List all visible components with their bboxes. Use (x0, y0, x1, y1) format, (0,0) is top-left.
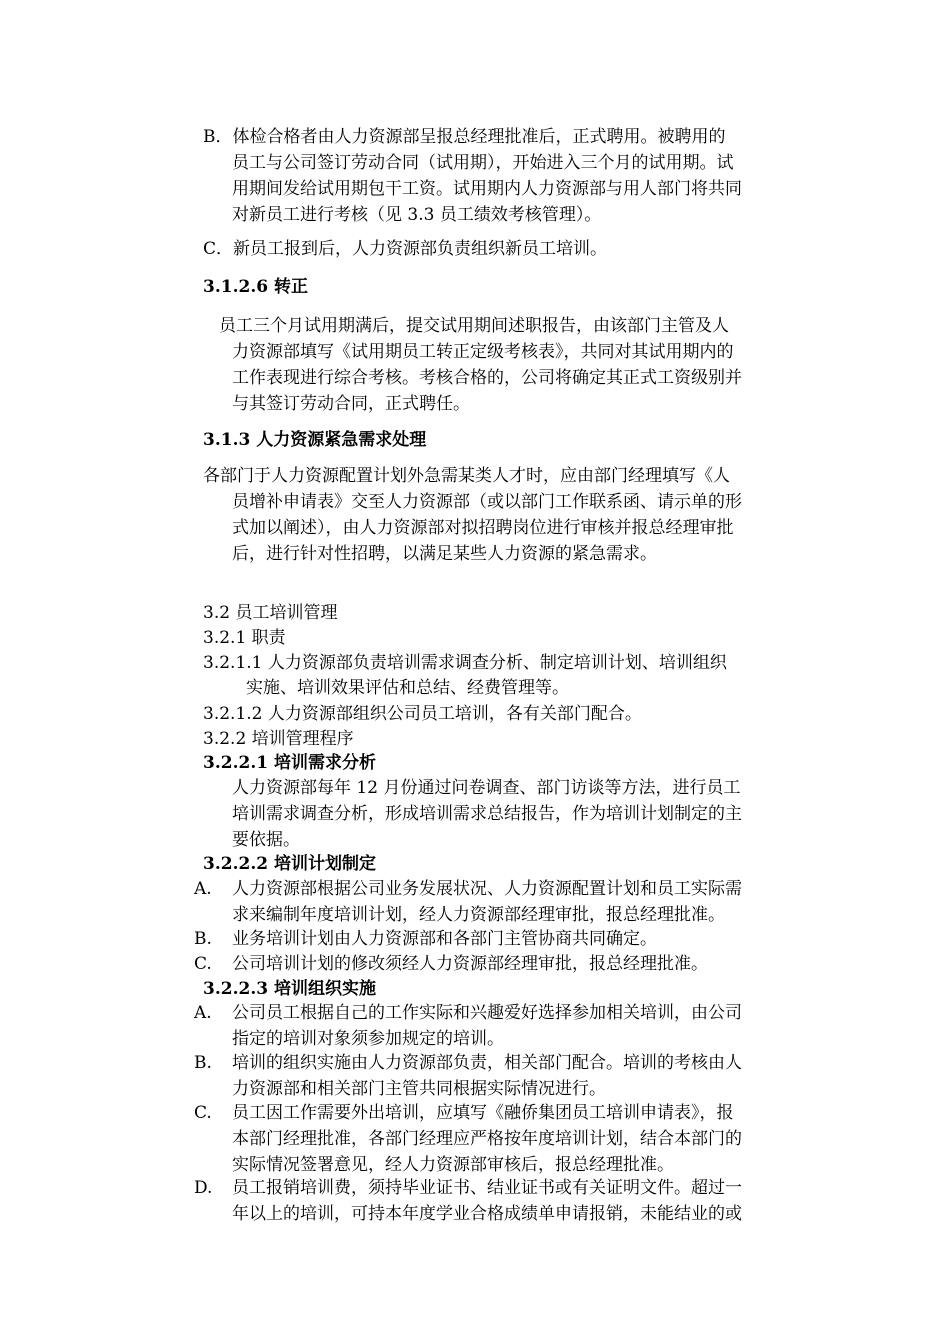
text-line: 员工因工作需要外出培训，应填写《融侨集团员工培训申请表》，报 (232, 1103, 734, 1123)
list-marker: B. (194, 1053, 212, 1073)
list-marker: A. (194, 1003, 212, 1023)
section-heading: 3.2.1 职责 (203, 628, 286, 648)
list-item-b (203, 124, 726, 150)
section-heading: 3.2.2.1 培训需求分析 (203, 753, 376, 773)
text-line: 员工三个月试用期满后，提交试用期间述职报告，由该部门主管及人 (219, 316, 729, 336)
text-line: 式加以阐述），由人力资源部对拟招聘岗位进行审核并报总经理审批 (232, 518, 734, 538)
text-line: 体检合格者由人力资源部呈报总经理批准后，正式聘用。被聘用的 (232, 127, 726, 147)
list-marker: C． (203, 239, 234, 259)
text-line: 求来编制年度培训计划，经人力资源部经理审批，报总经理批准。 (232, 905, 725, 925)
section-heading: 3.2.2.2 培训计划制定 (203, 854, 376, 874)
list-marker: C. (194, 1103, 212, 1123)
text-line: 公司培训计划的修改须经人力资源部经理审批，报总经理批准。 (232, 954, 708, 974)
text-line: 工作表现进行综合考核。考核合格的，公司将确定其正式工资级别并 (232, 368, 742, 388)
list-marker: C. (194, 954, 212, 974)
list-marker: D. (194, 1178, 213, 1198)
text-line: 3.2.1.1 人力资源部负责培训需求调查分析、制定培训计划、培训组织 (203, 653, 727, 673)
text-line: 用期间发给试用期包干工资。试用期内人力资源部与用人部门将共同 (232, 179, 742, 199)
list-marker: B． (203, 127, 233, 147)
text-line: 对新员工进行考核（见 3.3 员工绩效考核管理）。 (232, 205, 602, 225)
text-line: 实施、培训效果评估和总结、经费管理等。 (246, 678, 569, 698)
text-line: 人力资源部根据公司业务发展状况、人力资源配置计划和员工实际需 (232, 879, 742, 899)
section-heading: 3.1.3 人力资源紧急需求处理 (203, 430, 427, 450)
text-line: 培训需求调查分析，形成培训需求总结报告，作为培训计划制定的主 (232, 804, 742, 824)
text-line: 员工与公司签订劳动合同（试用期），开始进入三个月的试用期。试 (232, 153, 734, 173)
section-heading: 3.1.2.6 转正 (203, 277, 308, 297)
text-line: 指定的培训对象须参加规定的培训。 (232, 1029, 504, 1049)
text-line: 年以上的培训，可持本年度学业合格成绩单申请报销，未能结业的或 (232, 1204, 742, 1224)
text-line: 与其签订劳动合同，正式聘任。 (232, 394, 470, 414)
text-line: 本部门经理批准，各部门经理应严格按年度培训计划，结合本部门的 (232, 1129, 742, 1149)
text-line: 培训的组织实施由人力资源部负责，相关部门配合。培训的考核由人 (232, 1053, 742, 1073)
list-marker: A. (194, 879, 212, 899)
text-line: 3.2.1.2 人力资源部组织公司员工培训，各有关部门配合。 (203, 704, 642, 724)
text-line: 员增补申请表》交至人力资源部（或以部门工作联系函、请示单的形 (232, 492, 742, 512)
text-line: 公司员工根据自己的工作实际和兴趣爱好选择参加相关培训，由公司 (232, 1003, 742, 1023)
list-item-c (203, 236, 607, 262)
section-heading: 3.2 员工培训管理 (203, 603, 338, 623)
section-heading: 3.2.2.3 培训组织实施 (203, 979, 376, 999)
text-line: 人力资源部每年 12 月份通过问卷调查、部门访谈等方法，进行员工 (232, 778, 741, 798)
list-marker: B. (194, 929, 212, 949)
text-line: 新员工报到后，人力资源部负责组织新员工培训。 (233, 239, 608, 259)
text-line: 要依据。 (232, 830, 300, 850)
text-line: 后，进行针对性招聘，以满足某些人力资源的紧急需求。 (232, 544, 657, 564)
text-line: 业务培训计划由人力资源部和各部门主管协商共同确定。 (232, 929, 657, 949)
section-heading: 3.2.2 培训管理程序 (203, 729, 354, 749)
text-line: 实际情况签署意见，经人力资源部审核后，报总经理批准。 (232, 1155, 674, 1175)
text-line: 力资源部和相关部门主管共同根据实际情况进行。 (232, 1079, 606, 1099)
text-line: 力资源部填写《试用期员工转正定级考核表》，共同对其试用期内的 (232, 342, 734, 362)
text-line: 员工报销培训费，须持毕业证书、结业证书或有关证明文件。超过一 (232, 1178, 742, 1198)
text-line: 各部门于人力资源配置计划外急需某类人才时，应由部门经理填写《人 (203, 466, 730, 486)
